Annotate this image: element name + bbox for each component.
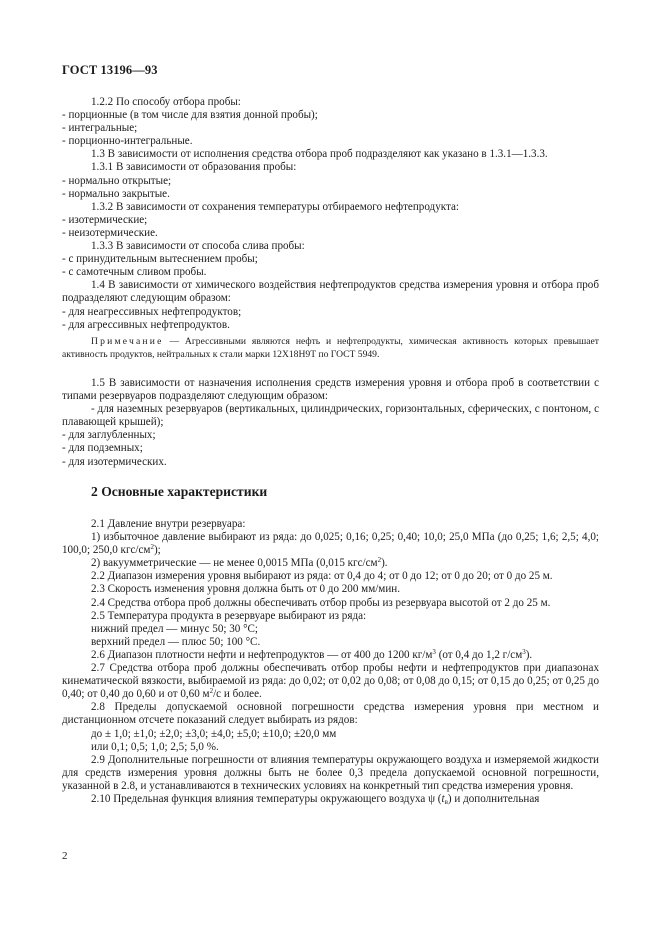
paragraph: 2.7 Средства отбора проб должны обеспечивать отбор пробы нефти и нефтепродуктов при диапазонах кинематической вязкости, выбираемой из ряда: до 0,02; от 0,02 до 0,08; от 0,08 до 0,15; от 0,15 до 0,25; от 0,25 до 0,40; от 0,40 до 0,60 и от 0,60 $м^2/с$ и более. [62, 662, 599, 701]
paragraph: 2.9 Дополнительные погрешности от влияния температуры окружающего воздуха и измеряемой жидкости для средств измерения уровня должны быть не более 0,3 предела допускаемой основной погрешности, указанной в 2.8, и устанавливаются в технических условиях на конкретный тип средства измерения уровня. [62, 753, 599, 792]
paragraph: до ± 1,0; ±1,0; ±2,0; ±3,0; ±4,0; ±5,0; ±10,0; ±20,0 мм [91, 727, 337, 740]
paragraph: 2.10 Предельная функция влияния температуры окружающего воздуха ψ $(t_в)$ и дополнительная [91, 792, 540, 806]
paragraph: 1) избыточное давление выбирают из ряда: до 0,025; 0,16; 0,25; 0,40; 10,0; 25,0 МПа (до 0,25; 1,6; 2,5; 4,0; 100,0; 250,0 кгс/$см^2$); [62, 531, 599, 557]
paragraph: 1.3.2 В зависимости от сохранения температуры отбираемого нефтепродукта: [91, 200, 459, 213]
paragraph: 2.2 Диапазон измерения уровня выбирают из ряда: от 0,4 до 4; от 0 до 12; от 0 до 20; от 0 до 25 м. [91, 570, 553, 583]
list-item: - для изотермических. [62, 455, 167, 468]
list-item: - интегральные; [62, 122, 138, 135]
list-item: - для заглубленных; [62, 429, 156, 442]
page-number: 2 [62, 850, 68, 862]
paragraph: 1.3 В зависимости от исполнения средства отбора проб подразделяют как указано в 1.3.1—1.3.3. [91, 148, 548, 161]
section-1-5-block [62, 377, 599, 469]
paragraph: 2.1 Давление внутри резервуара: [91, 518, 246, 530]
note-label: Примечание [91, 336, 164, 347]
paragraph: 2.4 Средства отбора проб должны обеспечивать отбор пробы из резервуара высотой от 2 до 25 м. [91, 596, 551, 609]
list-item: - нормально закрытые. [62, 187, 170, 200]
paragraph: 1.4 В зависимости от химического воздействия нефтепродуктов средства измерения уровня и отбора проб подразделяют следующим образом: [62, 279, 599, 305]
paragraph: 2) вакуумметрические — не менее 0,0015 МПа (0,015 кгс/$см^2$). [91, 556, 388, 570]
paragraph: 1.5 В зависимости от назначения исполнения средств измерения уровня и отбора проб в соответствии с типами резервуаров подразделяют следующим образом: [62, 377, 599, 403]
note-block [62, 336, 599, 362]
list-item: - порционно-интегральные. [62, 135, 193, 148]
paragraph: 2.3 Скорость изменения уровня должна быть от 0 до 200 мм/мин. [91, 583, 400, 596]
document-header: ГОСТ 13196—93 [62, 63, 158, 77]
paragraph: 1.3.3 В зависимости от способа слива пробы: [91, 240, 305, 253]
list-item: - для агрессивных нефтепродуктов. [62, 318, 230, 331]
list-item: - нормально открытые; [62, 174, 172, 187]
section-1-block [62, 96, 599, 332]
paragraph: 1.3.1 В зависимости от образования пробы: [91, 161, 297, 174]
paragraph: 1.2.2 По способу отбора пробы: [91, 96, 241, 108]
paragraph: или 0,1; 0,5; 1,0; 2,5; 5,0 %. [91, 740, 219, 753]
paragraph: верхний предел — плюс 50; 100 °С. [91, 635, 261, 648]
paragraph: 2.8 Пределы допускаемой основной погрешности средства измерения уровня при местном и дистанционном отсчете показаний следует выбирать из рядов: [62, 701, 599, 727]
section-2-block [62, 518, 599, 806]
section-heading: 2 Основные характеристики [91, 484, 268, 499]
list-item: - порционные (в том числе для взятия донной пробы); [62, 109, 318, 122]
paragraph: 2.6 Диапазон плотности нефти и нефтепродуктов — от 400 до 1200 $кг/м^3$ (от 0,4 до 1,2 $г/см^3$). [91, 647, 533, 661]
list-item: - для неагрессивных нефтепродуктов; [62, 305, 242, 318]
list-item: - неизотермические. [62, 226, 158, 239]
note-text: — Агрессивными являются нефть и нефтепродукты, химическая активность которых превышает активность продуктов, нейтральных к стали марки 12Х18Н9Т по ГОСТ 5949. [62, 336, 599, 360]
list-item: - для подземных; [62, 442, 143, 455]
list-item: - для наземных резервуаров (вертикальных, цилиндрических, горизонтальных, сферических, с понтоном, с плавающей крышей); [62, 403, 599, 429]
paragraph: 2.5 Температура продукта в резервуаре выбирают из ряда: [91, 609, 367, 622]
list-item: - с принудительным вытеснением пробы; [62, 253, 258, 266]
paragraph: нижний предел — минус 50; 30 °С; [91, 622, 259, 635]
list-item: - с самотечным сливом пробы. [62, 266, 207, 279]
list-item: - изотермические; [62, 213, 148, 226]
